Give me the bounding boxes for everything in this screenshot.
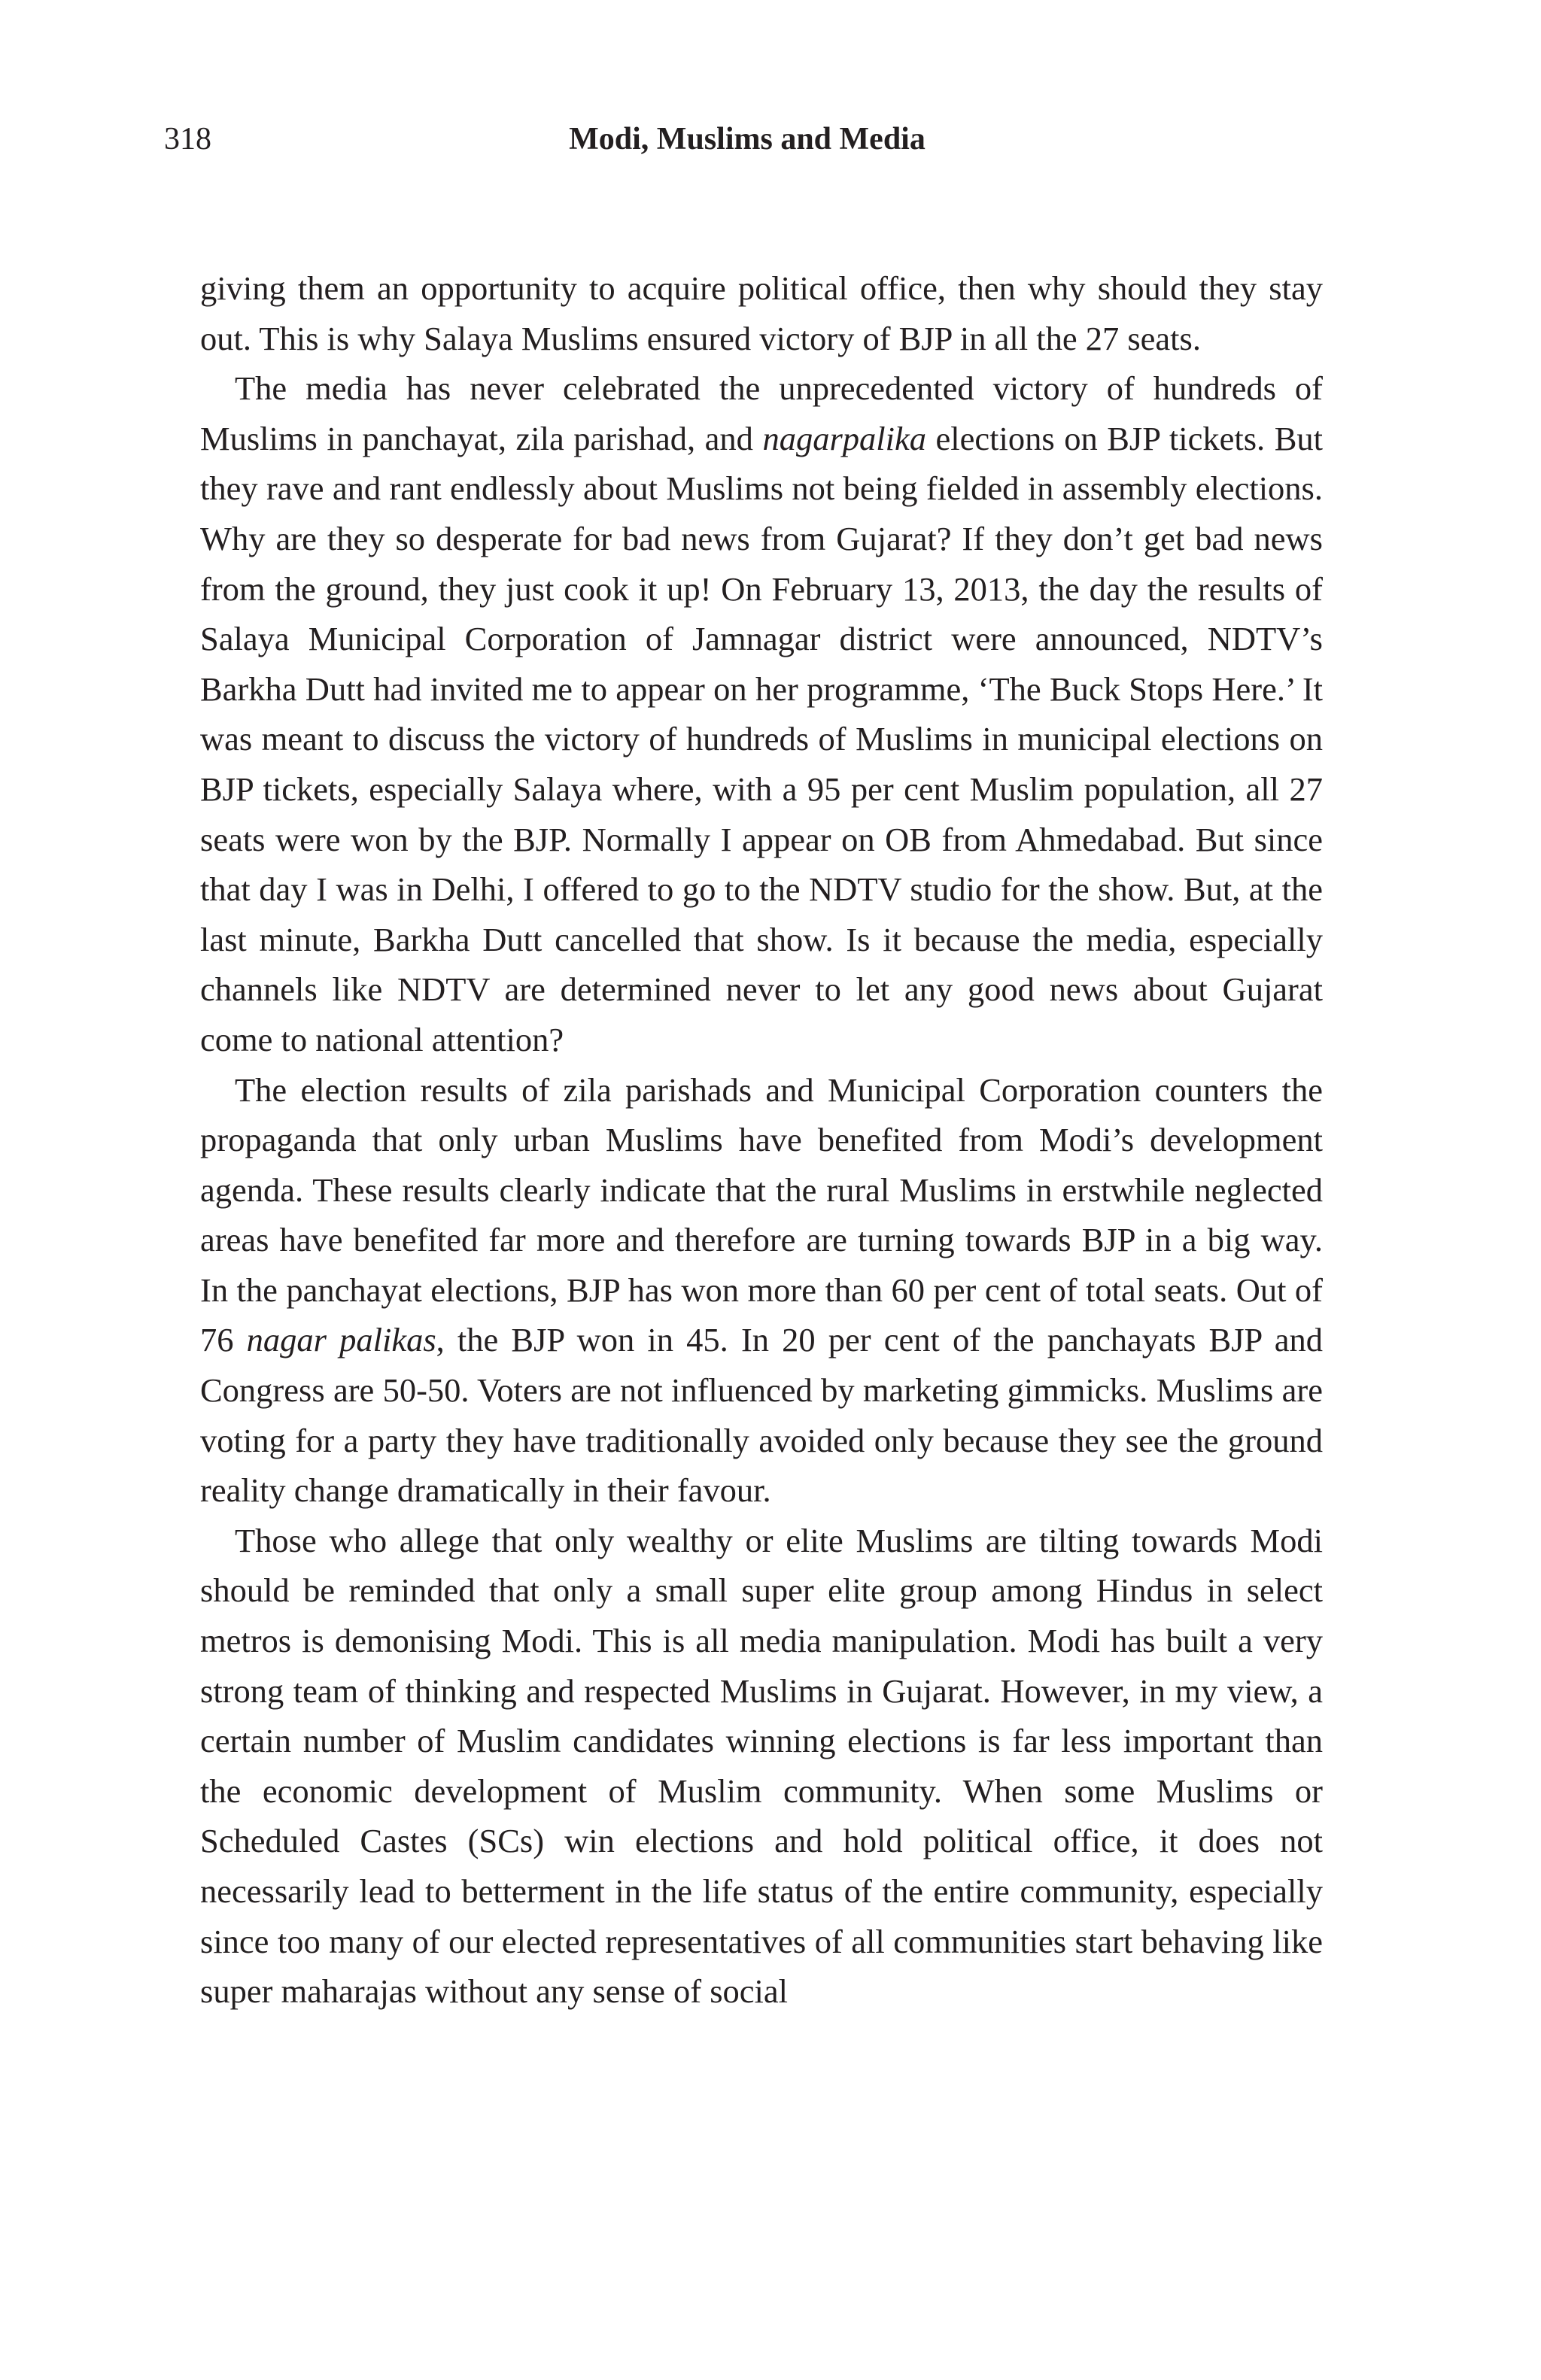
italic-term: nagarpalika [762, 419, 926, 457]
paragraph-text: , the BJP won in 45. In 20 per cent of the panchayats BJP and Congress are 50-50. Voters are not influenced by marketing gimmicks. Muslims are voting for a party they have traditionally avoided only because they see the ground reality change dramatically in their favour. [200, 1321, 1324, 1510]
paragraph-text: Those who allege that only wealthy or elite Muslims are tilting towards Modi should be reminded that only a small super elite group among Hindus in select metros is demonising Modi. This is all media manipulation. Modi has built a very strong team of thinking and respected Muslims in Gujarat. However, in my view, a certain number of Muslim candidates winning elections is far less important than the economic development of Muslim community. When some Muslims or Scheduled Castes (SCs) win elections and hold political office, it does not necessarily lead to betterment in the life status of the entire community, especially since too many of our elected representatives of all communities start behaving like super maharajas without any sense of social [200, 1521, 1323, 2011]
running-head-title: Modi, Muslims and Media [569, 122, 926, 156]
paragraph-4 [200, 1516, 1323, 2017]
paragraph-text: The media has never celebrated the unprecedented victory of hundreds of Muslims in panchayat, zila parishad, and [200, 369, 1323, 457]
paragraph-2 [200, 363, 1323, 1064]
page-number: 318 [164, 122, 211, 156]
paragraph-text: giving them an opportunity to acquire political office, then why should they stay out. This is why Salaya Muslims ensured victory of BJP in all the 27 seats. [200, 269, 1323, 357]
body-text [200, 263, 1323, 2017]
italic-term: nagar palikas [246, 1321, 436, 1359]
paragraph-1 [200, 263, 1323, 363]
paragraph-text: The election results of zila parishads and Municipal Corporation counters the propaganda that only urban Muslims have benefited from Modi’s development agenda. These results clearly indicate that the rural Muslims in erstwhile neglected areas have benefited far more and therefore are turning towards BJP in a big way. In the panchayat elections, BJP has won more than 60 per cent of total seats. Out of 76 [200, 1070, 1323, 1359]
paragraph-3 [200, 1065, 1323, 1516]
paragraph-text: elections on BJP tickets. But they rave and rant endlessly about Muslims not being fielded in assembly elections. Why are they so desperate for bad news from Gujarat? If they don’t get bad news from the ground, they just cook it up! On February 13, 2013, the day the results of Salaya Municipal Corporation of Jamnagar district were announced, NDTV’s Barkha Dutt had invited me to appear on her programme, ‘The Buck Stops Here.’ It was meant to discuss the victory of hundreds of Muslims in municipal elections on BJP tickets, especially Salaya where, with a 95 per cent Muslim population, all 27 seats were won by the BJP. Normally I appear on OB from Ahmedabad. But since that day I was in Delhi, I offered to go to the NDTV studio for the show. But, at the last minute, Barkha Dutt cancelled that show. Is it because the media, especially channels like NDTV are determined never to let any good news about Gujarat come to national attention? [200, 419, 1323, 1058]
